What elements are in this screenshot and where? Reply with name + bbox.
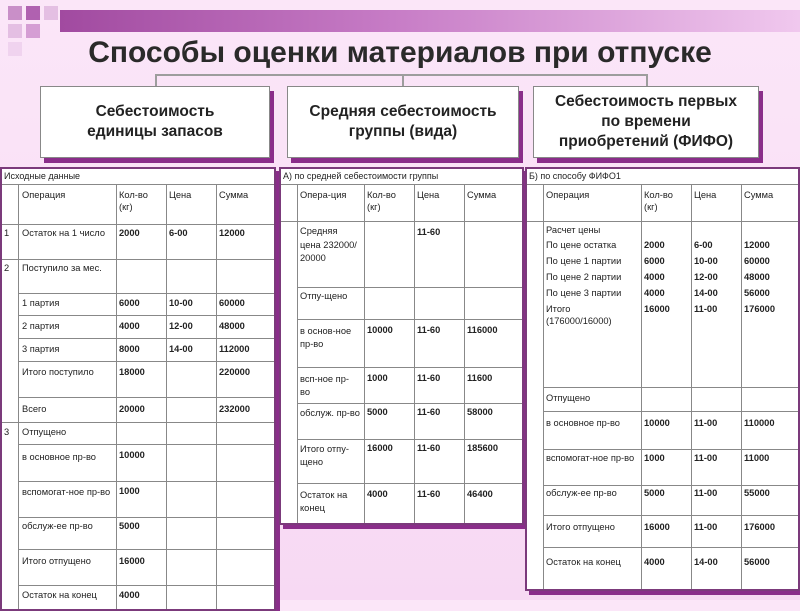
cell-sum: 232000 (219, 404, 251, 414)
cell-qty: 2000 (644, 240, 665, 250)
cell-sum: 176000 (744, 304, 776, 314)
grid-line (297, 319, 522, 320)
grid-line (281, 221, 522, 222)
grid-line (18, 585, 274, 586)
header-decor-bar (60, 10, 800, 32)
cell-operation: По цене 1 партии (546, 256, 622, 266)
grid-line (18, 397, 274, 398)
cell-qty: 1000 (644, 453, 665, 463)
cell-price: 10-00 (694, 256, 718, 266)
cell-price: 10-00 (169, 298, 193, 308)
grid-line (297, 367, 522, 368)
connector-line (155, 74, 648, 76)
cell-sum: 55000 (744, 488, 770, 498)
grid-line (297, 483, 522, 484)
cell-sum: 112000 (219, 344, 250, 354)
grid-line (543, 411, 798, 412)
decor-square (26, 6, 40, 20)
cell-qty: 10000 (367, 325, 393, 335)
cell-sum: 60000 (219, 298, 245, 308)
cell-price: 11-60 (417, 489, 441, 499)
cell-operation: Отпущено (22, 427, 67, 437)
grid-line (18, 517, 274, 518)
cell-operation: всп-ное пр-во (300, 374, 349, 397)
cell-operation: Отпу-щено (300, 291, 348, 301)
grid-line (543, 515, 798, 516)
cell-operation: По цене 2 партии (546, 272, 622, 282)
grid-line (2, 184, 274, 185)
cell-operation: Остаток на конец (300, 490, 348, 513)
cell-price: 11-60 (417, 227, 441, 237)
grid-line (297, 287, 522, 288)
grid-line (297, 184, 298, 524)
col-header-qty: Кол-во (кг) (367, 190, 396, 212)
cell-operation: Итого отпущено (22, 556, 91, 566)
cell-qty: 16000 (119, 556, 145, 566)
cell-price: 11-00 (694, 304, 718, 314)
cell-qty: 1000 (119, 486, 140, 496)
cell-operation: Остаток на конец (546, 557, 621, 567)
cell-operation: вспомогат-ное пр-во (546, 453, 635, 463)
cell-qty: 2000 (119, 228, 140, 238)
cell-sum: 11000 (744, 453, 770, 463)
method-box-fifo (533, 86, 759, 158)
cell-price: 12-00 (169, 321, 193, 331)
grid-line (543, 449, 798, 450)
fifo-table (525, 167, 800, 591)
cell-operation: Отпущено (546, 393, 591, 403)
cell-sum: 185600 (467, 443, 499, 453)
cell-sum: 116000 (467, 325, 498, 335)
method-label: Себестоимость единицы запасов (87, 103, 223, 140)
cell-price: 11-00 (694, 522, 718, 532)
cell-qty: 4000 (119, 590, 140, 600)
average-cost-table (279, 167, 524, 525)
col-header-operation: Операция (546, 190, 590, 200)
cell-price: 12-00 (694, 272, 718, 282)
grid-line (364, 184, 365, 524)
cell-sum: 110000 (744, 418, 775, 428)
cell-price: 6-00 (694, 240, 713, 250)
method-label: Средняя себестоимость группы (вида) (309, 103, 497, 140)
cell-qty: 6000 (644, 256, 665, 266)
cell-qty: 16000 (367, 443, 393, 453)
table-caption: А) по средней себестоимости группы (283, 171, 439, 181)
cell-sum: 220000 (219, 367, 251, 377)
cell-price: 6-00 (169, 228, 188, 238)
grid-line (18, 293, 274, 294)
cell-price: 11-00 (694, 418, 718, 428)
cell-operation: Итого отпущено (546, 522, 615, 532)
row-number: 2 (4, 263, 10, 273)
col-header-operation: Операция (22, 190, 66, 200)
cell-price: 11-60 (417, 407, 441, 417)
cell-operation: в основ-ное пр-во (300, 326, 352, 349)
cell-qty: 4000 (367, 489, 388, 499)
row-number: 3 (4, 427, 10, 437)
cell-operation: Итого (176000/16000) (546, 304, 612, 326)
cell-qty: 18000 (119, 367, 145, 377)
cell-sum: 56000 (744, 288, 770, 298)
cell-qty: 8000 (119, 344, 140, 354)
cell-qty: 5000 (644, 488, 665, 498)
method-label: Себестоимость первых по времени приобретений (ФИФО) (554, 93, 737, 150)
col-header-qty: Кол-во (кг) (644, 190, 673, 212)
col-header-price: Цена (694, 190, 717, 200)
cell-sum: 12000 (219, 228, 245, 238)
cell-sum: 56000 (744, 557, 770, 567)
cell-price: 11-60 (417, 443, 441, 453)
cell-qty: 4000 (644, 272, 665, 282)
cell-operation: По цене остатка (546, 240, 617, 250)
grid-line (18, 361, 274, 362)
cell-price: 11-60 (417, 373, 441, 383)
grid-line (543, 547, 798, 548)
method-box-average-cost (287, 86, 519, 158)
cell-qty: 4000 (644, 557, 665, 567)
cell-sum: 46400 (467, 489, 493, 499)
cell-operation: Остаток на конец (22, 590, 97, 600)
cell-operation: 1 партия (22, 298, 60, 308)
cell-operation: Всего (22, 404, 47, 414)
grid-line (297, 403, 522, 404)
col-header-operation: Опера-ция (300, 190, 347, 200)
cell-qty: 4000 (119, 321, 140, 331)
decor-square (8, 6, 22, 20)
cell-sum: 48000 (219, 321, 245, 331)
cell-operation: обслуж. пр-во (300, 408, 360, 418)
cell-operation: Итого поступило (22, 367, 94, 377)
grid-line (527, 184, 798, 185)
col-header-price: Цена (169, 190, 192, 200)
cell-operation: 3 партия (22, 344, 60, 354)
cell-qty: 5000 (367, 407, 388, 417)
col-header-price: Цена (417, 190, 440, 200)
grid-line (18, 338, 274, 339)
row-number: 1 (4, 228, 10, 238)
grid-line (543, 485, 798, 486)
cell-qty: 20000 (119, 404, 145, 414)
col-header-sum: Сумма (219, 190, 249, 200)
grid-line (297, 439, 522, 440)
cell-operation: в основное пр-во (22, 452, 96, 462)
cell-operation: вспомогат-ное пр-во (22, 487, 111, 497)
grid-line (2, 422, 274, 423)
cell-operation: Средняя цена 232000/ 20000 (300, 226, 357, 263)
cell-operation: По цене 3 партии (546, 288, 622, 298)
grid-line (18, 549, 274, 550)
grid-line (18, 315, 274, 316)
cell-operation: Поступило за мес. (22, 263, 102, 273)
cell-price: 14-00 (694, 288, 718, 298)
cell-operation: обслуж-ее пр-во (546, 488, 617, 498)
source-data-table (0, 167, 276, 611)
cell-qty: 1000 (367, 373, 388, 383)
cell-operation: обслуж-ее пр-во (22, 521, 93, 531)
grid-line (281, 184, 522, 185)
grid-line (527, 221, 798, 222)
cell-sum: 48000 (744, 272, 770, 282)
cell-operation: 2 партия (22, 321, 60, 331)
col-header-qty: Кол-во (кг) (119, 190, 148, 212)
calc-title: Расчет цены (546, 225, 601, 235)
connector-line (646, 74, 648, 86)
cell-price: 14-00 (169, 344, 193, 354)
cell-price: 11-60 (417, 325, 441, 335)
cell-price: 14-00 (694, 557, 718, 567)
table-caption: Б) по способу ФИФО1 (529, 171, 621, 181)
cell-sum: 60000 (744, 256, 770, 266)
method-box-unit-cost (40, 86, 270, 158)
grid-line (464, 184, 465, 524)
cell-sum: 176000 (744, 522, 776, 532)
decor-square (44, 6, 58, 20)
grid-line (18, 481, 274, 482)
page-title: Способы оценки материалов при отпуске (88, 36, 712, 69)
cell-sum: 12000 (744, 240, 770, 250)
grid-line (414, 184, 415, 524)
cell-qty: 16000 (644, 304, 670, 314)
table-caption: Исходные данные (4, 171, 81, 181)
cell-sum: 58000 (467, 407, 493, 417)
col-header-sum: Сумма (467, 190, 497, 200)
grid-line (2, 259, 274, 260)
grid-line (18, 444, 274, 445)
cell-sum: 11600 (467, 373, 493, 383)
connector-line (155, 74, 157, 86)
grid-line (2, 224, 274, 225)
cell-operation: Итого отпу-щено (300, 444, 349, 467)
cell-qty: 4000 (644, 288, 665, 298)
cell-operation: Остаток на 1 число (22, 228, 106, 238)
cell-operation: в основное пр-во (546, 418, 620, 428)
cell-qty: 6000 (119, 298, 140, 308)
cell-qty: 16000 (644, 522, 670, 532)
cell-qty: 5000 (119, 521, 140, 531)
cell-price: 11-00 (694, 488, 718, 498)
cell-qty: 10000 (644, 418, 670, 428)
cell-price: 11-00 (694, 453, 718, 463)
col-header-sum: Сумма (744, 190, 774, 200)
cell-qty: 10000 (119, 450, 145, 460)
grid-line (543, 387, 798, 388)
